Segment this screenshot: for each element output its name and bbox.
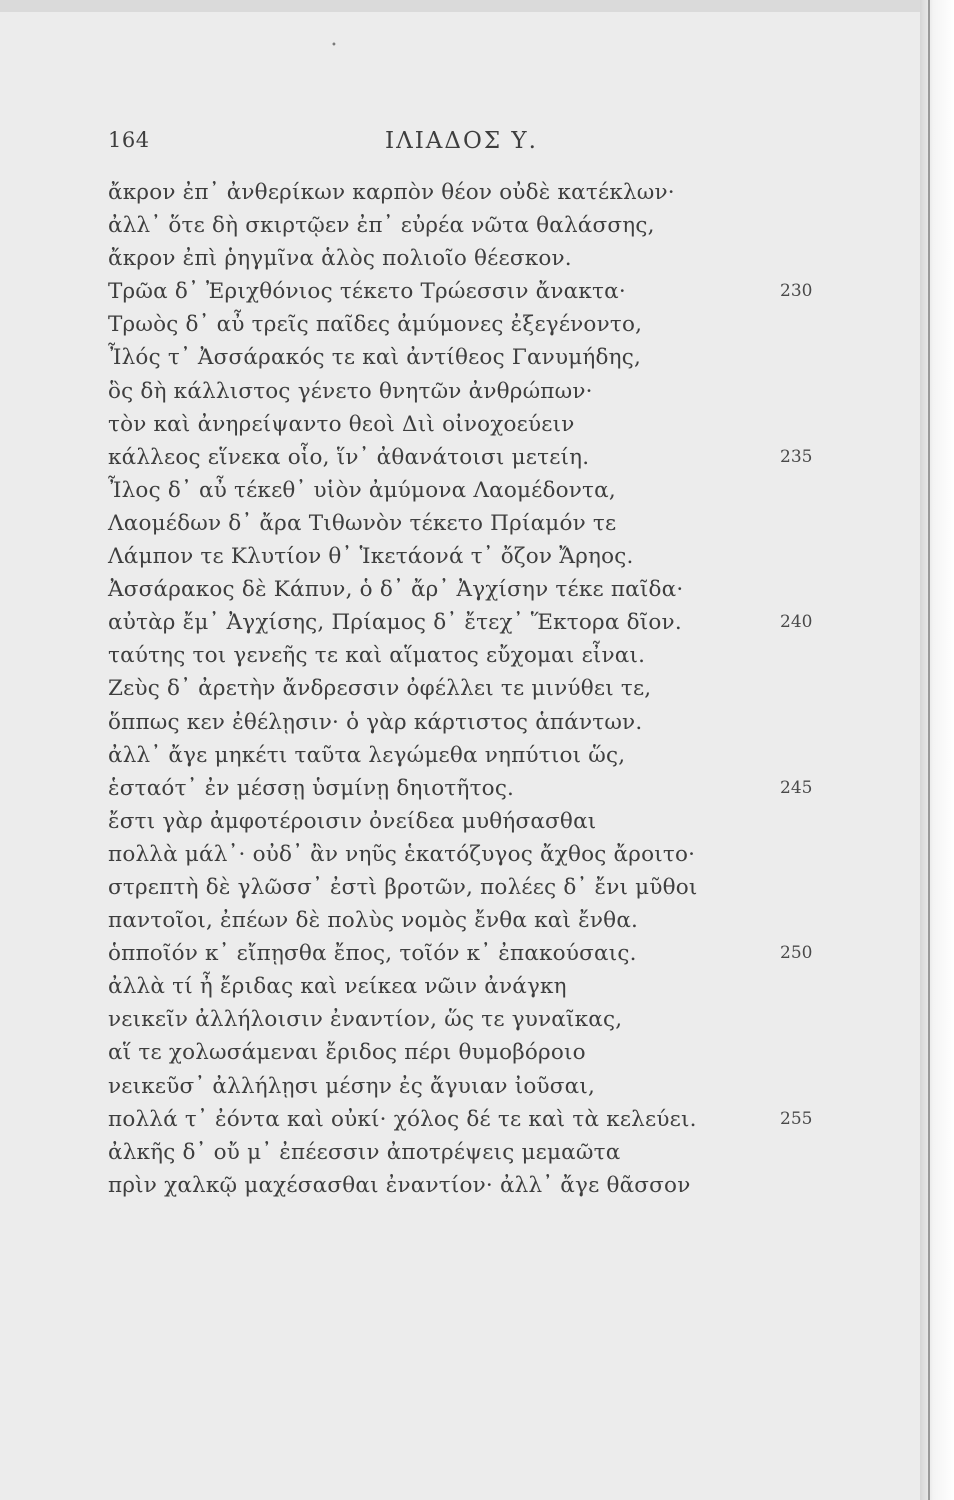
verse-line bbox=[108, 838, 828, 871]
running-head bbox=[108, 128, 828, 158]
line-number: 255 bbox=[780, 1108, 813, 1129]
verse-text: ἄκρον ἐπ᾽ ἀνθερίκων καρπὸν θέον οὐδὲ κατέκλων· bbox=[108, 180, 675, 205]
verse-text: ἀλλ᾽ ἄγε μηκέτι ταῦτα λεγώμεθα νηπύτιοι ὥς, bbox=[108, 742, 626, 768]
verse-line bbox=[108, 1003, 828, 1036]
verse-text: Τρῶα δ᾽ Ἐριχθόνιος τέκετο Τρώεσσιν ἄνακτα· bbox=[108, 279, 626, 305]
verse-line bbox=[108, 639, 828, 672]
verse-line bbox=[108, 1103, 828, 1136]
verse-line bbox=[108, 904, 828, 937]
ink-speck: • bbox=[331, 40, 337, 51]
line-number: 235 bbox=[780, 446, 813, 467]
verse-text: ἑσταότ᾽ ἐν μέσσῃ ὑσμίνῃ δηιοτῆτος. bbox=[108, 775, 515, 801]
verse-text: πρὶν χαλκῷ μαχέσασθαι ἐναντίον· ἀλλ᾽ ἄγε θᾶσσον bbox=[108, 1172, 691, 1198]
line-number: 240 bbox=[780, 612, 813, 633]
verse-text: παντοῖοι, ἐπέων δὲ πολὺς νομὸς ἔνθα καὶ ἔνθα. bbox=[108, 908, 639, 934]
verse-line bbox=[108, 805, 828, 838]
verse-line bbox=[108, 474, 828, 507]
verse-line bbox=[108, 1070, 828, 1103]
verse-text: ὁπποῖόν κ᾽ εἴπῃσθα ἔπος, τοῖόν κ᾽ ἐπακούσαις. bbox=[108, 941, 637, 967]
verse-text: αἵ τε χολωσάμεναι ἔριδος πέρι θυμοβόροιο bbox=[108, 1040, 586, 1066]
verse-text: Ἶλος δ᾽ αὖ τέκεθ᾽ υἱὸν ἀμύμονα Λαομέδοντα, bbox=[108, 477, 616, 503]
verse-line bbox=[108, 1036, 828, 1069]
verse-line bbox=[108, 242, 828, 275]
verse-text: Ἀσσάρακος δὲ Κάπυν, ὁ δ᾽ ἄρ᾽ Ἀγχίσην τέκε παῖδα· bbox=[108, 577, 684, 603]
verse-line bbox=[108, 308, 828, 341]
verse-text: στρεπτὴ δὲ γλῶσσ᾽ ἐστὶ βροτῶν, πολέες δ᾽ ἔνι μῦθοι bbox=[108, 874, 698, 900]
page-number: 164 bbox=[108, 128, 150, 152]
verse-text: ἔστι γὰρ ἀμφοτέροισιν ὀνείδεα μυθήσασθαι bbox=[108, 808, 597, 834]
line-number: 250 bbox=[780, 943, 813, 964]
verse-line bbox=[108, 1169, 828, 1202]
line-number: 245 bbox=[780, 777, 813, 798]
verse-line bbox=[108, 341, 828, 374]
verse-line bbox=[108, 606, 828, 639]
verse-line bbox=[108, 871, 828, 904]
verse-line bbox=[108, 772, 828, 805]
verse-text: Τρωὸς δ᾽ αὖ τρεῖς παῖδες ἀμύμονες ἐξεγένοντο, bbox=[108, 312, 643, 338]
verse-text: νεικεῖν ἀλλήλοισιν ἐναντίον, ὥς τε γυναῖκας, bbox=[108, 1007, 623, 1033]
verse-line bbox=[108, 540, 828, 573]
verse-line bbox=[108, 672, 828, 705]
verse-text: Λαομέδων δ᾽ ἄρα Τιθωνὸν τέκετο Πρίαμόν τε bbox=[108, 510, 617, 536]
spine-line bbox=[928, 0, 930, 1500]
verse-text: ἀλκῆς δ᾽ οὔ μ᾽ ἐπέεσσιν ἀποτρέψεις μεμαῶτα bbox=[108, 1139, 621, 1165]
verse-text: Ζεὺς δ᾽ ἀρετὴν ἄνδρεσσιν ὀφέλλει τε μινύθει τε, bbox=[108, 676, 652, 702]
verse-line bbox=[108, 739, 828, 772]
book-title: ΙΛΙΑΔΟΣ Υ. bbox=[385, 128, 538, 154]
verse-line bbox=[108, 275, 828, 308]
verse-block bbox=[108, 176, 828, 1202]
verse-line bbox=[108, 375, 828, 408]
verse-text: Ἶλός τ᾽ Ἀσσάρακός τε καὶ ἀντίθεος Γανυμήδης, bbox=[108, 345, 641, 371]
verse-text: ὃς δὴ κάλλιστος γένετο θνητῶν ἀνθρώπων· bbox=[108, 378, 593, 404]
verse-line bbox=[108, 507, 828, 540]
verse-text: πολλά τ᾽ ἐόντα καὶ οὐκί· χόλος δέ τε καὶ τὰ κελεύει. bbox=[108, 1106, 697, 1132]
verse-text: ἄκρον ἐπὶ ῥηγμῖνα ἁλὸς πολιοῖο θέεσκον. bbox=[108, 246, 572, 272]
line-number: 230 bbox=[780, 281, 813, 302]
verse-text: ἀλλ᾽ ὅτε δὴ σκιρτῷεν ἐπ᾽ εὐρέα νῶτα θαλάσσης, bbox=[108, 213, 655, 239]
verse-line bbox=[108, 937, 828, 970]
verse-line bbox=[108, 706, 828, 739]
verse-text: νεικεῦσ᾽ ἀλλήλῃσι μέσην ἐς ἄγυιαν ἰοῦσαι, bbox=[108, 1073, 596, 1099]
verse-line bbox=[108, 209, 828, 242]
verse-text: τὸν καὶ ἀνηρείψαντο θεοὶ Διὶ οἰνοχοεύειν bbox=[108, 411, 575, 437]
verse-text: ἀλλὰ τί ἦ ἔριδας καὶ νείκεα νῶιν ἀνάγκη bbox=[108, 974, 567, 1000]
verse-text: ὅππως κεν ἐθέλῃσιν· ὁ γὰρ κάρτιστος ἁπάντων. bbox=[108, 709, 643, 735]
verse-text: πολλὰ μάλ᾽· οὐδ᾽ ἂν νηῦς ἑκατόζυγος ἄχθος ἄροιτο· bbox=[108, 841, 696, 867]
verse-line bbox=[108, 176, 828, 209]
verse-line bbox=[108, 573, 828, 606]
verse-line bbox=[108, 441, 828, 474]
verse-line bbox=[108, 408, 828, 441]
verse-line bbox=[108, 970, 828, 1003]
verse-text: κάλλεος εἵνεκα οἷο, ἵν᾽ ἀθανάτοισι μετείη. bbox=[108, 444, 590, 470]
book-binding-edge bbox=[920, 0, 954, 1500]
verse-line bbox=[108, 1136, 828, 1169]
verse-text: αὐτὰρ ἔμ᾽ Ἀγχίσης, Πρίαμος δ᾽ ἔτεχ᾽ Ἕκτορα δῖον. bbox=[108, 610, 682, 636]
verse-text: ταύτης τοι γενεῆς τε καὶ αἵματος εὔχομαι εἶναι. bbox=[108, 643, 646, 669]
verse-text: Λάμπον τε Κλυτίον θ᾽ Ἱκετάονά τ᾽ ὄζον Ἄρηος. bbox=[108, 544, 634, 570]
page-top-edge bbox=[0, 0, 920, 12]
